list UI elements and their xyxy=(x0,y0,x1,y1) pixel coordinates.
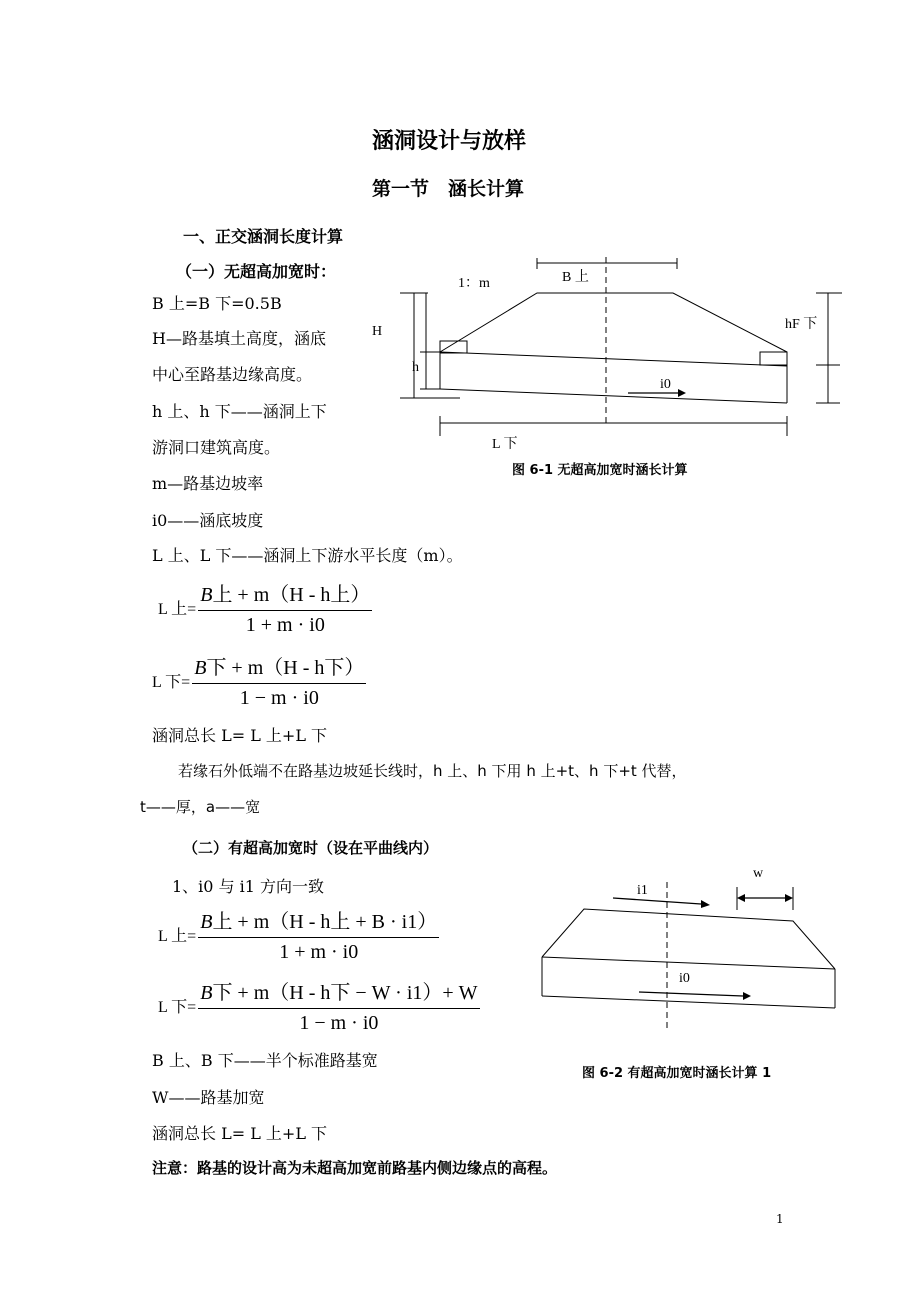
text-line: i0——涵底坡度 xyxy=(152,511,264,530)
text-line: W——路基加宽 xyxy=(152,1088,265,1107)
label-h-small: h xyxy=(412,360,419,375)
formula-var-b: B xyxy=(194,657,207,679)
label-slope: 1：m xyxy=(458,276,490,291)
text-line: B 上、B 下——半个标准路基宽 xyxy=(152,1051,378,1070)
label-b-upper: B 上 xyxy=(562,270,589,285)
formula-numerator: 上 + m（H - h上） xyxy=(212,584,371,606)
figure-6-1 xyxy=(360,255,850,450)
note-line-1: 若缘石外低端不在路基边坡延长线时，h 上、h 下用 h 上+t、h 下+t 代替， xyxy=(178,762,687,780)
formula-denominator: 1 + m · i0 xyxy=(245,614,325,636)
formula-numerator: 上 + m（H - h上 + B · i1） xyxy=(212,911,438,933)
formula-lhs: L 下= xyxy=(158,999,197,1016)
attention-note: 注意：路基的设计高为未超高加宽前路基内侧边缘点的高程。 xyxy=(152,1159,558,1177)
formula-lhs: L 下= xyxy=(152,674,191,691)
formula-var-b: B xyxy=(200,982,213,1004)
subheading-no-superelevation: （一）无超高加宽时： xyxy=(176,262,337,281)
formula-denominator: 1 − m · i0 xyxy=(239,687,319,709)
formula-numerator: 下 + m（H - h下 − W · i1）+ W xyxy=(212,982,478,1004)
formula-l-lower-super xyxy=(158,976,480,1035)
formula-denominator: 1 + m · i0 xyxy=(279,941,359,963)
note-line-2: t——厚，a——宽 xyxy=(140,798,261,816)
text-line: h 上、h 下——涵洞上下 xyxy=(152,402,327,421)
text-line: m—路基边坡率 xyxy=(152,474,264,493)
formula-lhs: L 上= xyxy=(158,928,197,945)
label-h-fill: H xyxy=(372,324,383,339)
total-length-1: 涵洞总长 L= L 上+L 下 xyxy=(152,726,328,745)
page-number: 1 xyxy=(776,1212,784,1226)
text-line: L 上、L 下——涵洞上下游水平长度（m）。 xyxy=(152,546,463,565)
label-i1: i1 xyxy=(637,883,648,898)
formula-lhs: L 上= xyxy=(158,601,197,618)
text-line: 中心至路基边缘高度。 xyxy=(152,365,313,384)
text-line: H—路基填土高度，涵底 xyxy=(152,329,326,348)
formula-l-upper xyxy=(158,578,372,637)
label-i0-super: i0 xyxy=(679,971,690,986)
figure-6-1-caption: 图 6-1 无超高加宽时涵长计算 xyxy=(512,463,688,478)
label-i0: i0 xyxy=(660,377,671,392)
subheading-superelevation xyxy=(183,837,438,858)
formula-denominator: 1 − m · i0 xyxy=(299,1012,379,1034)
formula-numerator: 下 + m（H - h下） xyxy=(206,657,365,679)
formula-var-b: B xyxy=(200,584,213,606)
text-line: 游洞口建筑高度。 xyxy=(152,438,281,457)
label-w: w xyxy=(753,866,764,881)
figure-6-2 xyxy=(535,860,845,1035)
section-title: 第一节 涵长计算 xyxy=(372,178,525,200)
label-l-lower: L 下 xyxy=(492,437,518,450)
text-line: B 上=B 下=0.5B xyxy=(152,294,282,313)
case-1: 1、i0 与 i1 方向一致 xyxy=(172,877,325,896)
formula-l-lower xyxy=(152,651,366,710)
label-hf-lower: hF 下 xyxy=(785,317,818,332)
heading-orthogonal: 一、正交涵洞长度计算 xyxy=(183,227,344,246)
subheading-text: （二）有超高加宽时（设在平曲线内） xyxy=(183,839,439,857)
formula-var-b: B xyxy=(200,911,213,933)
text-line: 涵洞总长 L= L 上+L 下 xyxy=(152,1124,328,1143)
figure-6-2-caption: 图 6-2 有超高加宽时涵长计算 1 xyxy=(582,1066,772,1081)
formula-l-upper-super xyxy=(158,905,439,964)
page-title: 涵洞设计与放样 xyxy=(372,129,527,154)
